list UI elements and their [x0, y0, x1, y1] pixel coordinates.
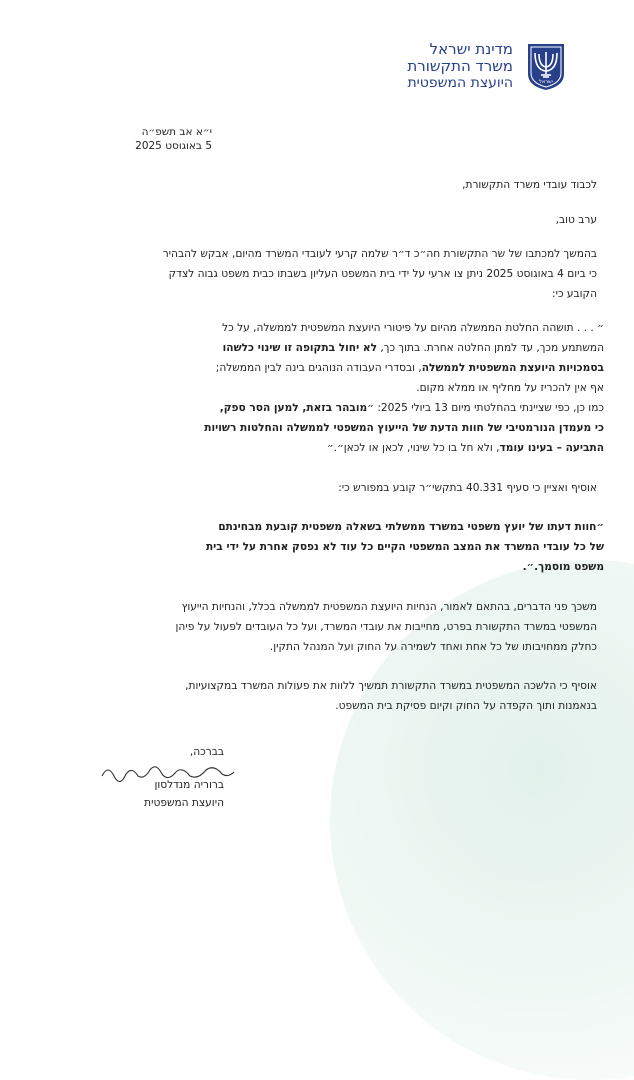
state-emblem-icon [520, 40, 572, 92]
header-department-name: היועצת המשפטית [407, 75, 513, 91]
directive-line-1: משכך פני הדברים, בהתאם לאמור, הנחיות היועצת המשפטית לממשלה בכלל, והנחיות הייעוץ [181, 601, 597, 613]
court-quote-line-2: המשתמע מכך, עד למתן החלטה אחרת. בתוך כך, לא יחול בתקופה זו שינוי כלשהו [222, 342, 604, 354]
court-quote-line-7: התביעה – בעינו עומד, ולא חל בו כל שינוי, לכאן או לכאן״.״ [326, 442, 604, 454]
court-quote-line-1: ״ . . . תושהה החלטת הממשלה מהיום על פיטורי היועצת המשפטית לממשלה, על כל [222, 322, 604, 334]
closing-paragraph-line-2: בנאמנות ותוך הקפדה על החוק וקיום פסיקת בית המשפט. [335, 700, 597, 712]
greeting: ערב טוב, [555, 214, 597, 226]
signatory-name: ברוריה מנדלסון [154, 779, 224, 791]
header-state-name: מדינת ישראל [429, 40, 513, 58]
intro-line-1: בהמשך למכתבו של שר התקשורת חה״כ ד״ר שלמה קרעי לעובדי המשרד מהיום, אבקש להבהיר [162, 248, 597, 260]
intro-line-2: כי ביום 4 באוגוסט 2025 ניתן צו ארעי על ידי בית המשפט העליון בשבתו כבית משפט גבוה לצדק [168, 268, 597, 280]
court-quote-line-6: כי מעמדן הנורמטיבי של חוות הדעת של הייעוץ המשפטי לממשלה והחלטות רשויות [204, 422, 604, 434]
directive-line-3: כחלק ממחויבותו של כל אחת ואחד לשמירה על החוק ועל המנהל התקין. [269, 641, 597, 653]
closing-paragraph-line-1: אוסיף כי הלשכה המשפטית במשרד התקשורת תמשיך ללוות את פעולות המשרד במקצועיות, [185, 680, 597, 692]
emblem-label: ישראל [539, 79, 553, 85]
regulation-quote-line-1: ״חוות דעתו של יועץ משפטי במשרד ממשלתי בשאלה משפטית קובעת מבחינתם [218, 521, 604, 533]
regulation-quote-line-3: משפט מוסמך.״. [522, 561, 604, 573]
regards: בברכה, [189, 746, 224, 758]
court-quote-line-4: אף אין להכריז על מחליף או ממלא מקום. [416, 382, 604, 394]
directive-line-2: המשפטי במשרד התקשורת בפרט, מחייבות את עובדי המשרד, ועל כל העובדים לפעול על פיהן [175, 621, 597, 633]
court-quote-line-5: כמו כן, כפי שציינתי בהחלטתי מיום 13 ביולי 2025: ״מובהר בזאת, למען הסר ספק, [219, 402, 604, 414]
addressee: לכבוד עובדי משרד התקשורת, [462, 179, 597, 191]
court-quote-line-3: בסמכויות היועצת המשפטית לממשלה, ובסדרי העבודה הנוהגים בינה לבין הממשלה; [215, 362, 604, 374]
date-hebrew: י״א אב תשפ״ה [141, 126, 212, 138]
date-gregorian: 5 באוגוסט 2025 [135, 140, 212, 152]
regulation-quote-line-2: של כל עובדי המשרד את המצב המשפטי הקיים כל עוד לא נפסק אחרת על ידי בית [205, 541, 604, 553]
intro-line-3: הקובע כי: [552, 288, 597, 300]
header-ministry-name: משרד התקשורת [407, 57, 513, 75]
section-reference: אוסיף ואציין כי סעיף 40.331 בתקשי״ר קובע במפורש כי: [338, 482, 597, 494]
signatory-title: היועצת המשפטית [144, 797, 224, 809]
